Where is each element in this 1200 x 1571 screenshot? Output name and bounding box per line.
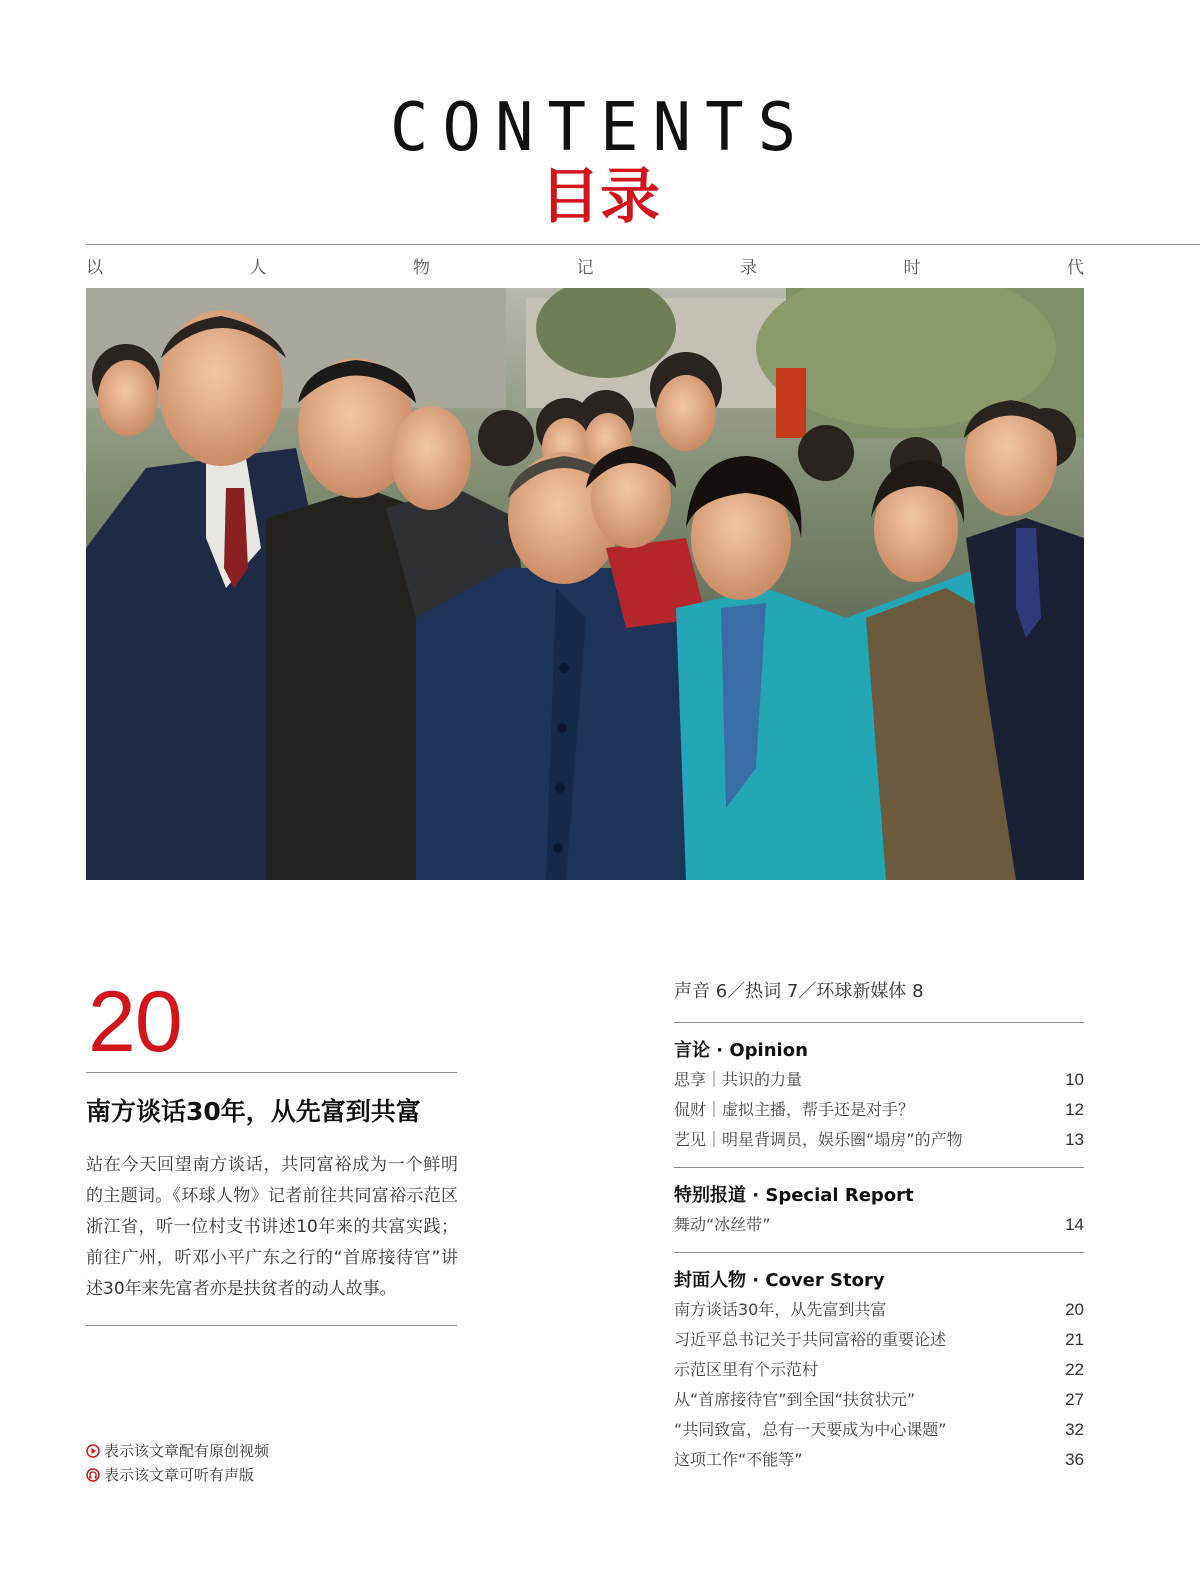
toc-entry-page: 32 — [1065, 1420, 1084, 1439]
feature-summary: 站在今天回望南方谈话，共同富裕成为一个鲜明的主题词。《环球人物》记者前往共同富裕示范区浙江省，听一位村支书讲述10年来的共富实践；前往广州，听邓小平广东之行的“首席接待官”讲述30年来先富者亦是扶贫者的动人故事。 — [86, 1155, 458, 1299]
cover-photo[interactable] — [86, 288, 1084, 880]
header-divider — [86, 244, 1200, 245]
toc-entry[interactable] — [674, 1210, 1084, 1240]
toc-entry[interactable] — [674, 1325, 1084, 1355]
feature-title[interactable]: 南方谈话30年，从先富到共富 — [86, 1097, 421, 1126]
toc-entry-title: 艺见｜明星背调员，娱乐圈“塌房”的产物 — [674, 1130, 963, 1149]
toc-entry[interactable] — [674, 1295, 1084, 1325]
toc-entry-title: 从“首席接待官”到全国“扶贫状元” — [674, 1390, 916, 1409]
slogan-char: 时 — [903, 258, 921, 278]
toc-entry-page: 12 — [1065, 1100, 1084, 1119]
slogan-char: 记 — [576, 258, 594, 278]
toc-columns-line[interactable]: 声音 6／热词 7／环球新媒体 8 — [674, 981, 924, 1002]
toc-entry-title: 示范区里有个示范村 — [674, 1360, 819, 1379]
toc-entry-page: 27 — [1065, 1390, 1084, 1409]
toc-divider — [674, 1167, 1084, 1168]
toc-entry-title: 习近平总书记关于共同富裕的重要论述 — [674, 1330, 947, 1349]
toc-entry-title: 侃财｜虚拟主播，帮手还是对手？ — [674, 1100, 915, 1119]
toc-entry-page: 14 — [1065, 1215, 1084, 1234]
toc-entry-page: 21 — [1065, 1330, 1084, 1349]
feature-divider-bottom — [86, 1325, 457, 1326]
toc-entry-title: 舞动“冰丝带” — [674, 1215, 771, 1234]
toc-entry-page: 36 — [1065, 1450, 1084, 1469]
toc-entry[interactable] — [674, 1355, 1084, 1385]
slogan-char: 代 — [1067, 258, 1084, 278]
section-title-cover-story: 封面人物 · Cover Story — [674, 1270, 885, 1291]
toc-divider — [674, 1252, 1084, 1253]
toc-entry[interactable] — [674, 1445, 1084, 1475]
legend-audio-label: 表示该文章可听有声版 — [104, 1466, 255, 1484]
icon-legend — [86, 1439, 269, 1487]
legend-video — [86, 1439, 269, 1463]
feature-page-number: 20 — [88, 974, 182, 1070]
toc-entry-page: 13 — [1065, 1130, 1084, 1149]
section-title-special-report: 特别报道 · Special Report — [674, 1185, 914, 1206]
legend-video-label: 表示该文章配有原创视频 — [104, 1442, 270, 1460]
toc-entry-title: “共同致富，总有一天要成为中心课题” — [674, 1420, 947, 1439]
toc-divider — [674, 1022, 1084, 1023]
toc-entry[interactable] — [674, 1385, 1084, 1415]
section-title-opinion: 言论 · Opinion — [674, 1040, 808, 1061]
masthead-title-cn: 目录 — [540, 162, 660, 232]
toc-entry-title: 思享｜共识的力量 — [674, 1070, 803, 1089]
slogan-char: 物 — [413, 258, 430, 278]
feature-divider-top — [86, 1072, 457, 1073]
toc-entry[interactable] — [674, 1415, 1084, 1445]
masthead-title-en: CONTENTS — [389, 89, 811, 167]
slogan — [86, 257, 1084, 279]
toc-entry-page: 20 — [1065, 1300, 1084, 1319]
toc-entry[interactable] — [674, 1095, 1084, 1125]
cover-photo-illustration — [86, 288, 1084, 880]
toc-entry-title: 这项工作“不能等” — [674, 1450, 803, 1469]
slogan-char: 录 — [740, 258, 757, 278]
toc-entry[interactable] — [674, 1065, 1084, 1095]
headphones-icon — [86, 1468, 100, 1482]
toc-entry-page: 22 — [1065, 1360, 1084, 1379]
legend-audio — [86, 1463, 269, 1487]
slogan-char: 人 — [249, 258, 267, 278]
toc-entry[interactable] — [674, 1125, 1084, 1155]
play-icon — [86, 1444, 100, 1458]
toc-entry-title: 南方谈话30年，从先富到共富 — [674, 1300, 887, 1319]
table-of-contents — [674, 978, 1084, 1475]
toc-entry-page: 10 — [1065, 1070, 1084, 1089]
slogan-char: 以 — [86, 258, 103, 278]
